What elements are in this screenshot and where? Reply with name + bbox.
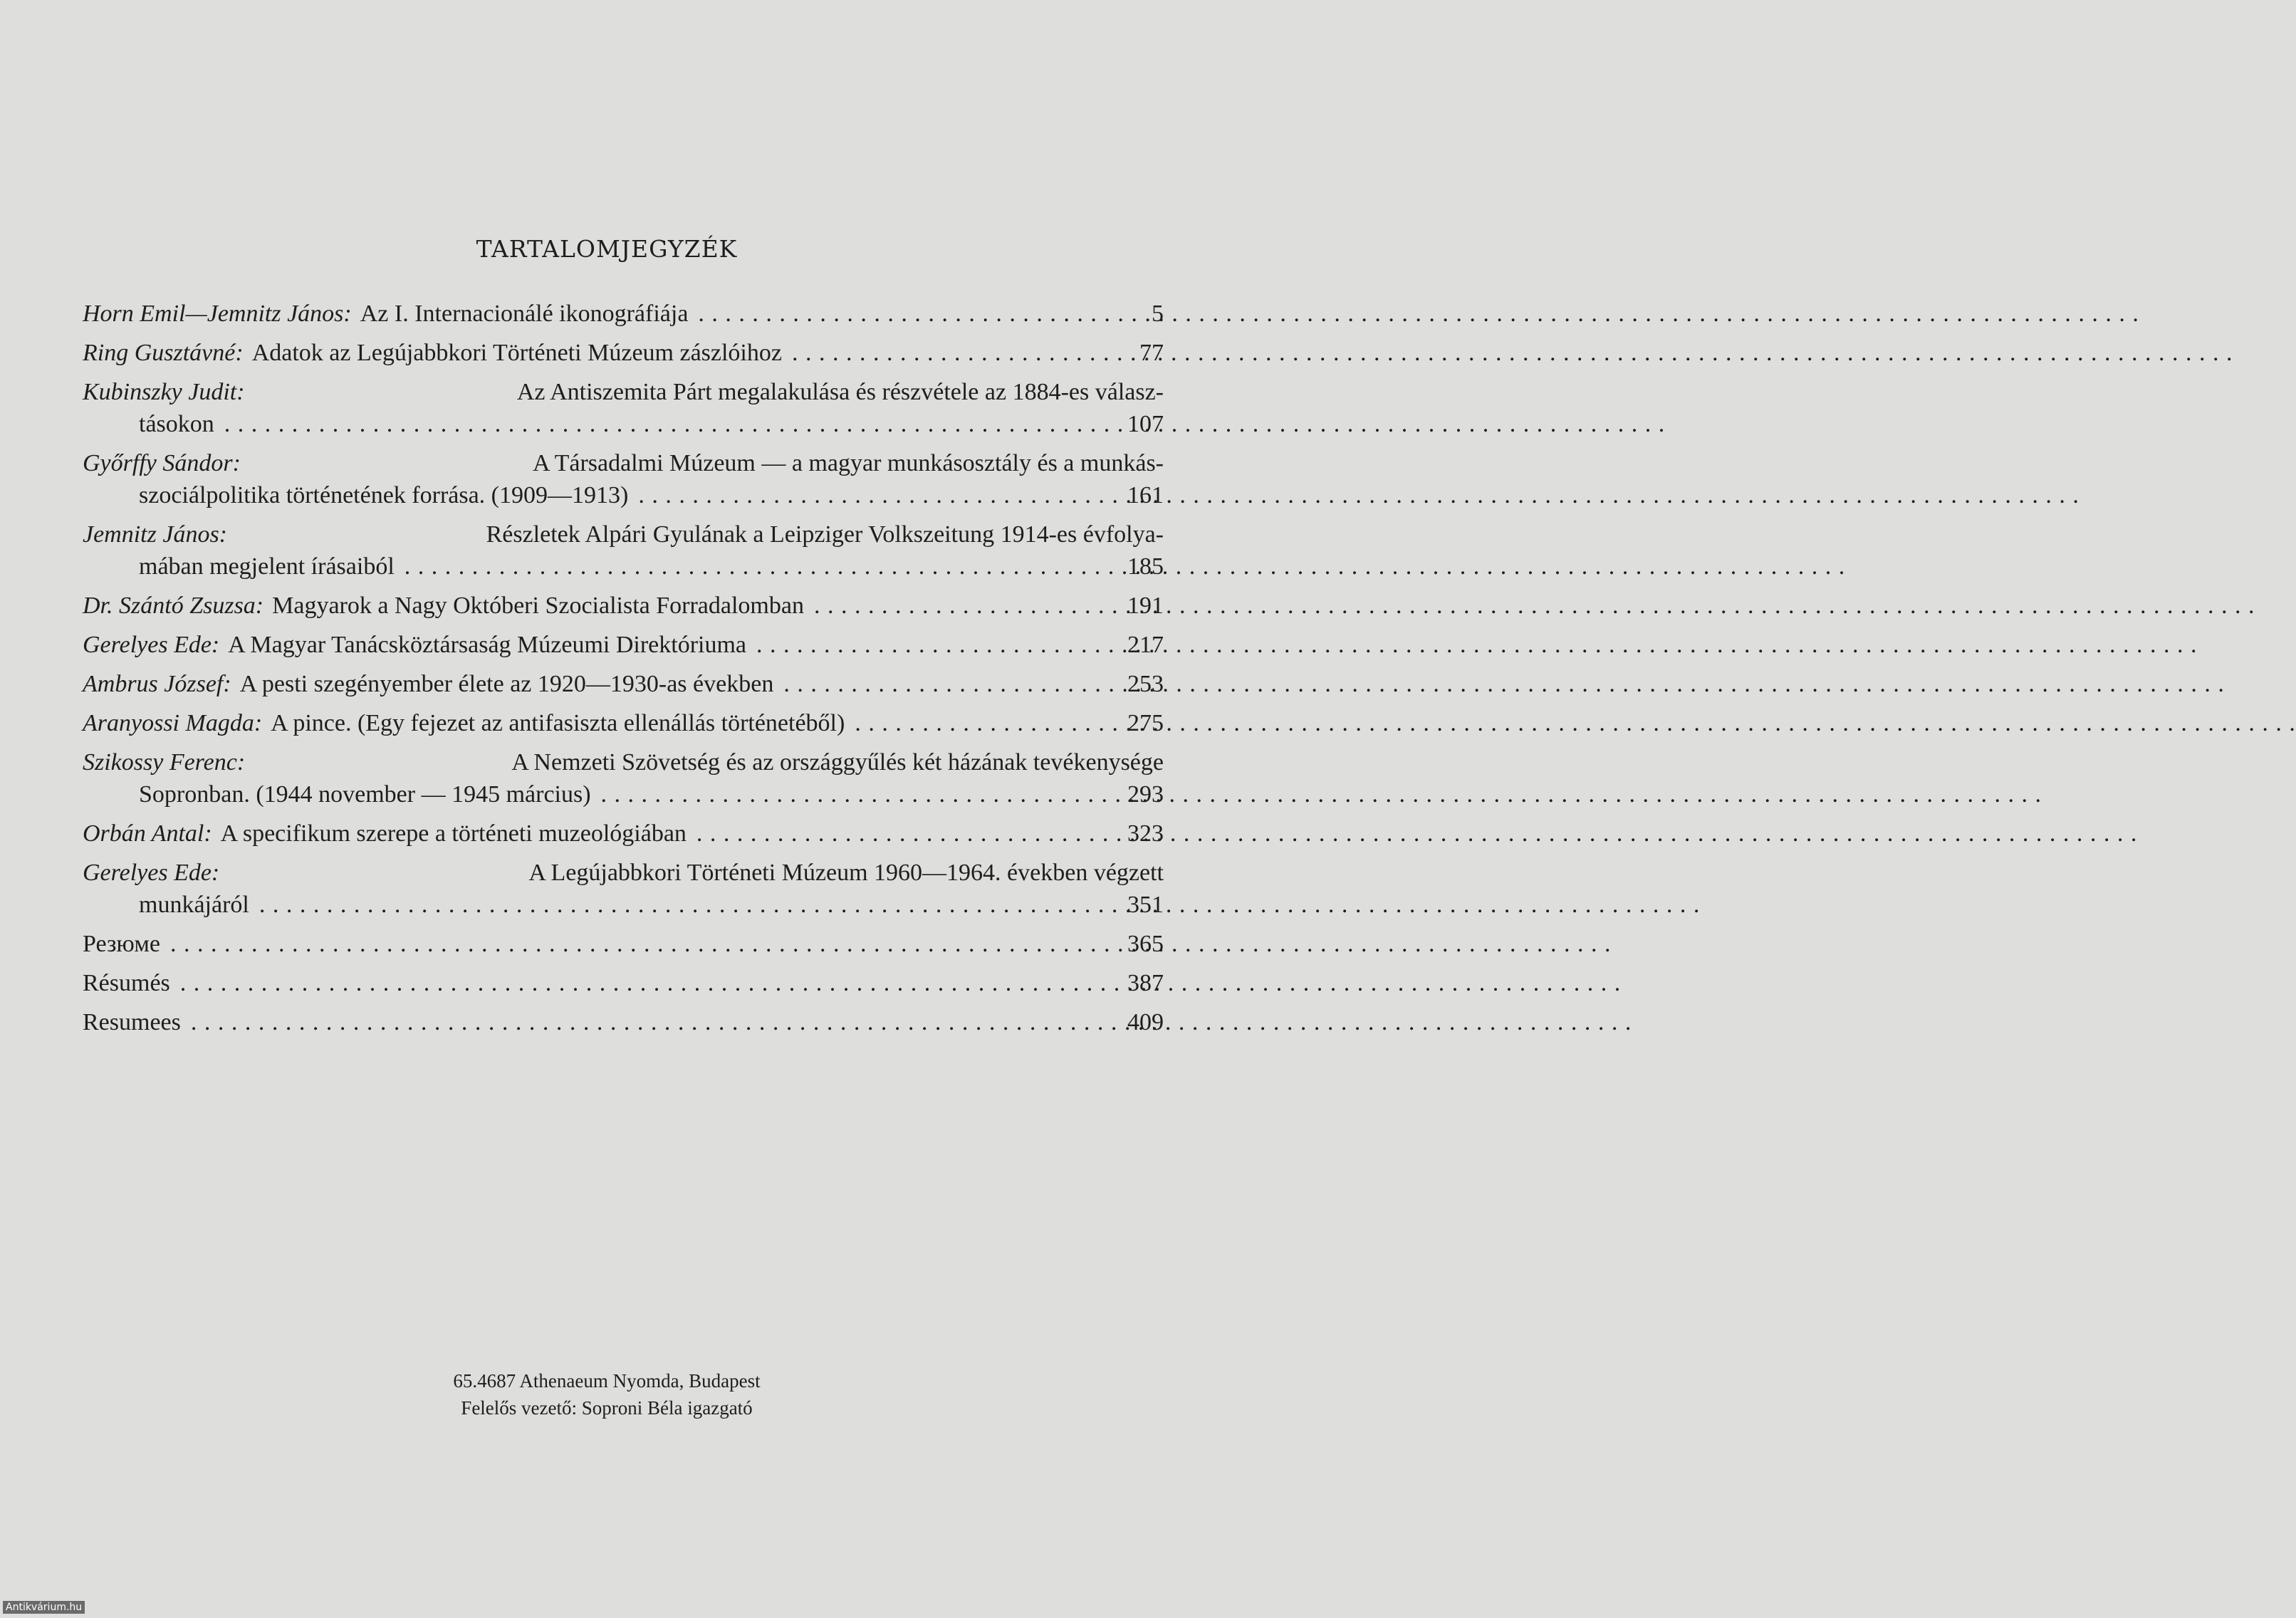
toc-entry-line bbox=[83, 1006, 1164, 1038]
dot-leader bbox=[191, 1006, 1117, 1038]
toc-title: A Nemzeti Szövetség és az országgyűlés két házának tevékenysége bbox=[511, 749, 1164, 776]
toc-entry bbox=[83, 818, 1164, 850]
toc-title: Az I. Internacionálé ikonográfiája bbox=[360, 301, 689, 327]
toc-author: Aranyossi Magda: bbox=[83, 710, 263, 736]
toc-entry-line bbox=[83, 668, 1164, 700]
toc-entry-line bbox=[83, 928, 1164, 960]
toc-page-number: 161 bbox=[1127, 482, 1164, 508]
toc-author: Szikossy Ferenc: bbox=[83, 749, 246, 776]
printer-imprint bbox=[0, 1367, 1214, 1421]
toc-entry bbox=[83, 629, 1164, 661]
dot-leader bbox=[855, 707, 1117, 739]
dot-leader bbox=[180, 967, 1117, 999]
dot-leader bbox=[698, 298, 1125, 330]
page-title: TARTALOMJEGYZÉK bbox=[476, 235, 738, 263]
toc-entry bbox=[83, 376, 1164, 440]
toc-entry-line bbox=[83, 818, 1164, 850]
dot-leader bbox=[696, 818, 1117, 850]
toc-entry bbox=[83, 967, 1164, 999]
toc-author: Orbán Antal: bbox=[83, 820, 212, 847]
toc-entry-line bbox=[83, 479, 1164, 511]
imprint-line-2: Felelős vezető: Soproni Béla igazgató bbox=[461, 1397, 753, 1419]
toc-title: tásokon bbox=[139, 411, 214, 437]
toc-entry-line bbox=[83, 967, 1164, 999]
toc-entry-line bbox=[83, 746, 1164, 778]
dot-leader bbox=[638, 479, 1117, 511]
toc-entry-line bbox=[83, 629, 1164, 661]
toc-entry bbox=[83, 298, 1164, 330]
toc-entry-line bbox=[83, 337, 1164, 369]
toc-page-number: 185 bbox=[1127, 553, 1164, 580]
toc-entry bbox=[83, 707, 1164, 739]
toc-title: szociálpolitika történetének forrása. (1909—1913) bbox=[139, 482, 629, 508]
table-of-contents bbox=[83, 298, 1164, 1045]
toc-title: Részletek Alpári Gyulának a Leipziger Volkszeitung 1914-es évfolya- bbox=[486, 521, 1164, 548]
toc-title: A specifikum szerepe a történeti muzeológiában bbox=[220, 820, 687, 847]
toc-entry-line bbox=[83, 550, 1164, 583]
imprint-line-1: 65.4687 Athenaeum Nyomda, Budapest bbox=[453, 1370, 761, 1392]
toc-title: A Magyar Tanácsköztársaság Múzeumi Direktóriuma bbox=[228, 632, 747, 658]
dot-leader bbox=[224, 408, 1117, 440]
toc-entry bbox=[83, 337, 1164, 369]
toc-entry-line bbox=[83, 590, 1164, 622]
toc-title: A Társadalmi Múzeum — a magyar munkásosztály és a munkás- bbox=[533, 450, 1164, 476]
dot-leader bbox=[783, 668, 1117, 700]
dot-leader bbox=[170, 928, 1117, 960]
toc-title: A pesti szegényember élete az 1920—1930-as években bbox=[239, 671, 774, 697]
dot-leader bbox=[405, 550, 1117, 583]
toc-author: Ring Gusztávné: bbox=[83, 340, 244, 366]
toc-entry-line bbox=[83, 889, 1164, 921]
toc-page-number: 191 bbox=[1127, 593, 1164, 619]
toc-entry-line bbox=[83, 447, 1164, 479]
toc-entry-line bbox=[83, 408, 1164, 440]
toc-entry bbox=[83, 857, 1164, 921]
toc-author: Horn Emil—Jemnitz János: bbox=[83, 301, 352, 327]
toc-title: A Legújabbkori Történeti Múzeum 1960—1964. években végzett bbox=[528, 860, 1164, 886]
toc-entry bbox=[83, 447, 1164, 511]
toc-author: Dr. Szántó Zsuzsa: bbox=[83, 593, 264, 619]
toc-page-number: 253 bbox=[1127, 671, 1164, 697]
toc-entry bbox=[83, 928, 1164, 960]
toc-title: Резюме bbox=[83, 931, 160, 957]
toc-page-number: 323 bbox=[1127, 820, 1164, 847]
toc-page-number: 409 bbox=[1127, 1009, 1164, 1035]
toc-page-number: 365 bbox=[1127, 931, 1164, 957]
toc-title: Magyarok a Nagy Októberi Szocialista Forradalomban bbox=[272, 593, 804, 619]
toc-page-number: 107 bbox=[1127, 411, 1164, 437]
toc-title: Resumees bbox=[83, 1009, 181, 1035]
toc-title: Az Antiszemita Párt megalakulása és részvétele az 1884-es válasz- bbox=[516, 379, 1164, 405]
toc-title: munkájáról bbox=[139, 892, 249, 918]
toc-author: Gerelyes Ede: bbox=[83, 860, 220, 886]
toc-page-number: 387 bbox=[1127, 970, 1164, 996]
dot-leader bbox=[601, 778, 1117, 810]
toc-title: Résumés bbox=[83, 970, 170, 996]
toc-entry bbox=[83, 668, 1164, 700]
dot-leader bbox=[792, 337, 1125, 369]
toc-page-number: 293 bbox=[1127, 781, 1164, 808]
toc-entry-line bbox=[83, 857, 1164, 889]
toc-page-number: 275 bbox=[1127, 710, 1164, 736]
toc-author: Győrffy Sándor: bbox=[83, 450, 241, 476]
dot-leader bbox=[259, 889, 1117, 921]
dot-leader bbox=[814, 590, 1117, 622]
toc-entry-line bbox=[83, 778, 1164, 810]
toc-author: Gerelyes Ede: bbox=[83, 632, 220, 658]
toc-entry-line bbox=[83, 376, 1164, 408]
toc-title: mában megjelent írásaiból bbox=[139, 553, 395, 580]
toc-entry bbox=[83, 518, 1164, 583]
toc-author: Kubinszky Judit: bbox=[83, 379, 245, 405]
toc-entry bbox=[83, 590, 1164, 622]
toc-entry-line bbox=[83, 298, 1164, 330]
toc-page-number: 5 bbox=[1152, 301, 1164, 327]
toc-entry bbox=[83, 746, 1164, 810]
toc-entry-line bbox=[83, 707, 1164, 739]
toc-title: A pince. (Egy fejezet az antifasiszta ellenállás történetéből) bbox=[271, 710, 845, 736]
toc-page-number: 217 bbox=[1127, 632, 1164, 658]
toc-author: Ambrus József: bbox=[83, 671, 231, 697]
site-watermark: Antikvárium.hu bbox=[3, 1601, 85, 1614]
dot-leader bbox=[756, 629, 1117, 661]
toc-page-number: 77 bbox=[1139, 340, 1164, 366]
toc-entry-line bbox=[83, 518, 1164, 550]
toc-title: Adatok az Legújabbkori Történeti Múzeum zászlóihoz bbox=[251, 340, 782, 366]
toc-entry bbox=[83, 1006, 1164, 1038]
toc-author: Jemnitz János: bbox=[83, 521, 228, 548]
toc-page-number: 351 bbox=[1127, 892, 1164, 918]
toc-title: Sopronban. (1944 november — 1945 március) bbox=[139, 781, 591, 808]
